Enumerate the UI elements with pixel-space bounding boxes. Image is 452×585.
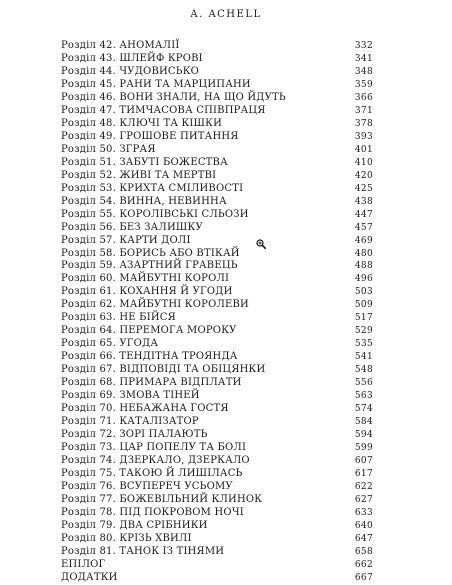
toc-entry-title: Розділ 53. КРИХТА СМІЛИВОСТІ [61,182,244,194]
toc-entry-title: Розділ 64. ПЕРЕМОГА МОРОКУ [61,325,237,337]
toc-entry-page-number: 410 [354,157,373,168]
toc-entry-title: Розділ 48. КЛЮЧІ ТА КІШКИ [61,117,223,129]
toc-entry-page-number: 658 [354,546,373,557]
toc-entry-page-number: 607 [354,456,373,466]
toc-entry[interactable] [61,260,373,273]
toc-entry-page-number: 469 [354,235,373,246]
toc-entry[interactable] [61,546,373,559]
toc-entry[interactable] [61,507,373,520]
toc-entry-page-number: 341 [354,53,373,64]
toc-entry-title: Розділ 61. КОХАННЯ Й УГОДИ [61,286,233,298]
toc-entry-title: Розділ 57. КАРТИ ДОЛІ [61,234,191,246]
toc-entry-page-number: 535 [354,339,373,350]
toc-entry[interactable] [61,481,373,494]
toc-entry-page-number: 563 [354,391,373,402]
toc-entry-title: Розділ 73. ЦАР ПОПЕЛУ ТА БОЛІ [61,442,247,454]
toc-entry[interactable] [61,222,373,235]
toc-entry-title: Розділ 80. КРІЗЬ ХВИЛІ [61,532,192,544]
toc-entry[interactable] [61,312,373,325]
toc-entry-title: Розділ 70. НЕБАЖАНА ГОСТЯ [61,403,229,415]
toc-entry-page-number: 348 [354,66,373,77]
toc-entry-page-number: 622 [354,481,373,492]
toc-entry[interactable] [61,520,373,533]
toc-entry[interactable] [61,559,373,572]
toc-entry-page-number: 447 [354,209,373,220]
toc-entry-page-number: 584 [354,417,373,428]
toc-entry-page-number: 332 [354,41,373,51]
toc-entry[interactable] [61,338,373,351]
toc-entry-title: Розділ 81. ТАНОК ІЗ ТІНЯМИ [61,545,225,557]
toc-entry-page-number: 378 [354,118,373,129]
toc-entry[interactable] [61,118,373,131]
toc-entry-title: Розділ 44. ЧУДОВИСЬКО [61,65,200,77]
toc-entry-title: Розділ 45. РАНИ ТА МАРЦИПАНИ [61,78,251,90]
toc-entry-title: Розділ 58. БОРИСЬ АБО ВТІКАЙ [61,247,240,259]
toc-entry-page-number: 438 [354,196,373,207]
toc-entry[interactable] [61,325,373,338]
toc-entry-page-number: 401 [354,144,373,155]
toc-entry-page-number: 647 [354,533,373,544]
zoom-in-icon[interactable] [256,239,266,249]
toc-entry-title: Розділ 62. МАЙБУТНІ КОРОЛЕВИ [61,299,249,311]
toc-entry[interactable] [61,79,373,92]
toc-entry[interactable] [61,196,373,209]
toc-entry-page-number: 359 [354,79,373,90]
toc-entry-title: Розділ 49. ГРОШОВЕ ПИТАННЯ [61,130,239,142]
toc-entry-page-number: 599 [354,443,373,454]
toc-entry-title: Розділ 75. ТАКОЮ Й ЛИШІЛАСЬ [61,467,243,479]
toc-entry-title: Розділ 43. ШЛЕЙФ КРОВІ [61,52,203,64]
toc-entry[interactable] [61,533,373,546]
toc-entry[interactable] [61,416,373,429]
toc-entry-title: Розділ 69. ЗМОВА ТІНЕЙ [61,390,200,402]
toc-entry[interactable] [61,468,373,481]
toc-entry[interactable] [61,66,373,79]
toc-entry-page-number: 509 [354,300,373,311]
toc-entry[interactable] [61,403,373,416]
toc-entry-page-number: 503 [354,287,373,298]
toc-entry-page-number: 420 [354,170,373,181]
toc-entry[interactable] [61,286,373,299]
toc-entry-page-number: 633 [354,507,373,518]
toc-entry-page-number: 425 [354,183,373,194]
toc-entry-title: Розділ 79. ДВА СРІБНИКИ [61,519,208,531]
toc-entry-title: Розділ 71. КАТАЛІЗАТОР [61,416,199,428]
toc-entry-title: Розділ 78. ПІД ПОКРОВОМ НОЧІ [61,506,244,518]
toc-entry[interactable] [61,209,373,222]
toc-entry-page-number: 457 [354,222,373,233]
toc-entry-title: Розділ 65. УГОДА [61,338,159,350]
toc-entry-title: Розділ 52. ЖИВІ ТА МЕРТВІ [61,169,217,181]
toc-entry-title: Розділ 59. АЗАРТНИЙ ГРАВЕЦЬ [61,260,238,272]
toc-entry-title: Розділ 72. ЗОРІ ПАЛАЮТЬ [61,429,208,441]
toc-entry-page-number: 393 [354,131,373,142]
toc-entry[interactable] [61,390,373,403]
toc-entry-title: ДОДАТКИ [61,571,118,583]
table-of-contents [61,40,373,585]
toc-entry-title: Розділ 54. ВИННА, НЕВИННА [61,195,227,207]
toc-entry[interactable] [61,157,373,170]
toc-entry[interactable] [61,170,373,183]
toc-entry-page-number: 529 [354,326,373,337]
toc-entry[interactable] [61,131,373,144]
toc-entry-title: Розділ 66. ТЕНДІТНА ТРОЯНДА [61,351,238,363]
toc-entry-page-number: 556 [354,378,373,389]
toc-entry-page-number: 541 [354,352,373,363]
toc-entry-page-number: 496 [354,274,373,285]
toc-entry[interactable] [61,53,373,66]
toc-entry-title: Розділ 76. ВСУПЕРЕЧ УСЬОМУ [61,480,233,492]
toc-entry-page-number: 574 [354,404,373,415]
toc-entry-title: Розділ 42. АНОМАЛІЇ [61,40,180,51]
toc-entry-title: ЕПІЛОГ [61,558,106,570]
toc-entry[interactable] [61,572,373,585]
toc-entry-title: Розділ 77. БОЖЕВІЛЬНИЙ КЛИНОК [61,493,263,505]
toc-entry-page-number: 667 [354,572,373,583]
toc-entry[interactable] [61,248,373,261]
toc-entry-title: Розділ 50. ЗГРАЯ [61,143,156,155]
toc-entry[interactable] [61,377,373,390]
toc-entry-page-number: 366 [354,92,373,103]
toc-entry-page-number: 488 [354,261,373,272]
toc-entry[interactable] [61,235,373,248]
toc-entry-title: Розділ 60. МАЙБУТНІ КОРОЛІ [61,273,230,285]
toc-entry[interactable] [61,364,373,377]
toc-entry[interactable] [61,299,373,312]
toc-entry[interactable] [61,351,373,364]
toc-entry[interactable] [61,429,373,442]
toc-entry[interactable] [61,183,373,196]
toc-entry[interactable] [61,40,373,53]
toc-entry-title: Розділ 47. ТИМЧАСОВА СПІВПРАЦЯ [61,104,266,116]
toc-entry-page-number: 662 [354,559,373,570]
toc-entry-title: Розділ 55. КОРОЛІВСЬКІ СЛЬОЗИ [61,208,249,220]
toc-entry-title: Розділ 56. БЕЗ ЗАЛИШКУ [61,221,203,233]
toc-entry[interactable] [61,494,373,507]
toc-entry[interactable] [61,144,373,157]
toc-entry-title: Розділ 74. ДЗЕРКАЛО, ДЗЕРКАЛО [61,455,250,466]
toc-entry-title: Розділ 46. ВОНИ ЗНАЛИ, НА ЩО ЙДУТЬ [61,91,286,103]
toc-entry[interactable] [61,92,373,105]
toc-entry-title: Розділ 63. НЕ БІЙСЯ [61,312,176,324]
toc-entry-page-number: 617 [354,468,373,479]
toc-entry-page-number: 480 [354,248,373,259]
toc-entry-page-number: 594 [354,430,373,441]
toc-entry-title: Розділ 51. ЗАБУТІ БОЖЕСТВА [61,156,228,168]
toc-entry[interactable] [61,455,373,468]
toc-entry-page-number: 640 [354,520,373,531]
toc-entry[interactable] [61,273,373,286]
toc-entry-page-number: 517 [354,313,373,324]
toc-entry-page-number: 548 [354,365,373,376]
toc-entry-page-number: 627 [354,494,373,505]
toc-entry[interactable] [61,105,373,118]
toc-entry-title: Розділ 68. ПРИМАРА ВІДПЛАТИ [61,377,242,389]
toc-entry-title: Розділ 67. ВІДПОВІДІ ТА ОБІЦЯНКИ [61,364,266,376]
toc-entry[interactable] [61,442,373,455]
toc-entry-page-number: 371 [354,105,373,116]
running-header: A. ACHELL [190,9,262,20]
